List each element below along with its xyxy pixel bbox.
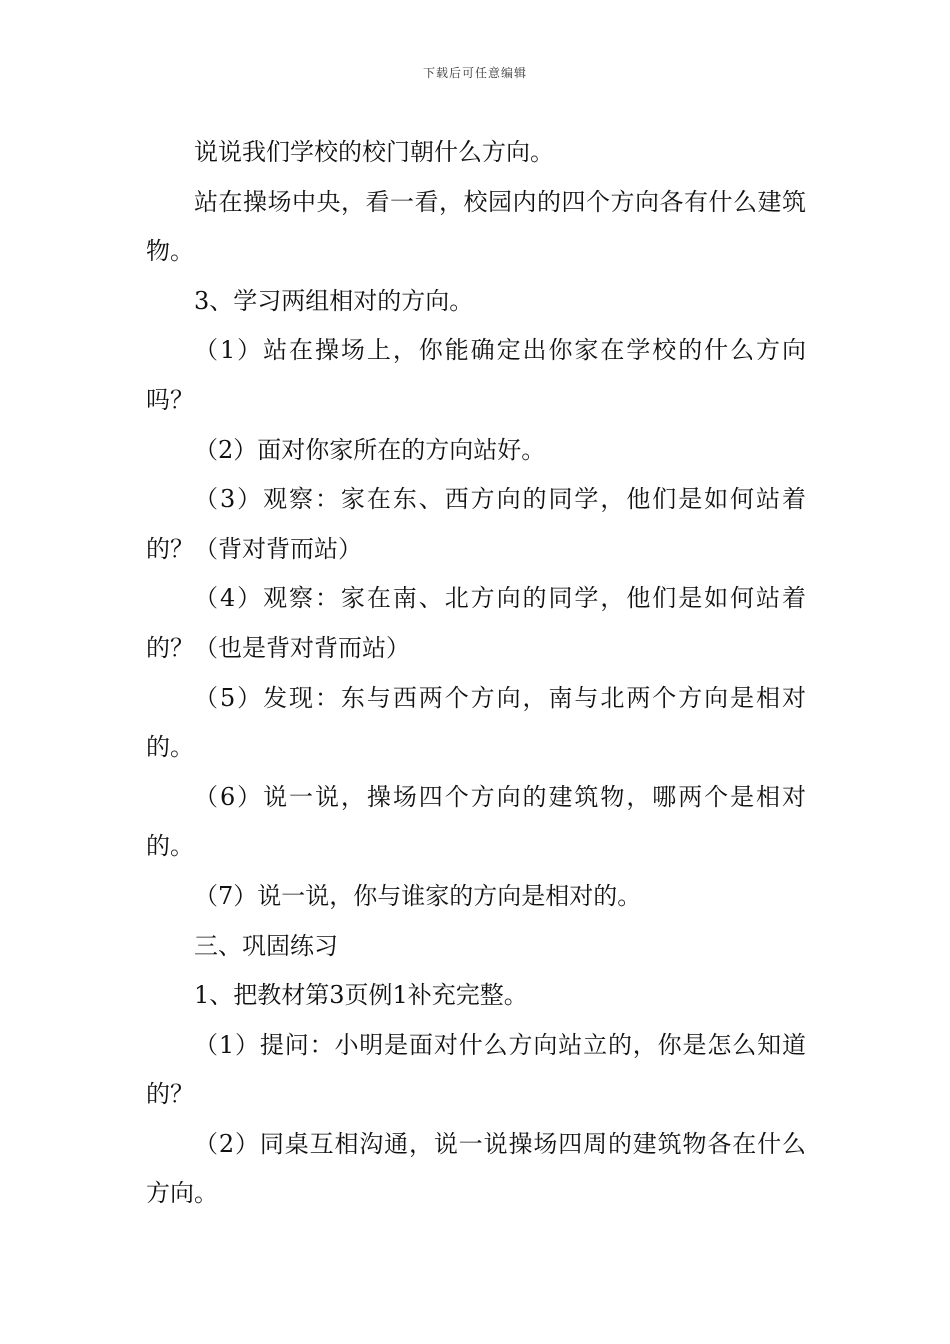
section-heading-practice: 三、巩固练习	[194, 931, 338, 960]
paragraph-step-7: （7）说一说，你与谁家的方向是相对的。	[194, 881, 642, 910]
paragraph-step-6: （6）说一说，操场四个方向的建筑物，哪两个是相对的。	[146, 782, 806, 861]
paragraph-practice-q1: （1）提问：小明是面对什么方向站立的，你是怎么知道的？	[146, 1030, 806, 1109]
document-body	[146, 128, 806, 1219]
paragraph-playground-center: 站在操场中央，看一看，校园内的四个方向各有什么建筑物。	[146, 187, 806, 266]
paragraph-section-3: 3、学习两组相对的方向。	[194, 286, 474, 315]
paragraph-step-4: （4）观察：家在南、北方向的同学，他们是如何站着的？（也是背对背而站）	[146, 584, 806, 662]
paragraph-school-gate: 说说我们学校的校门朝什么方向。	[194, 138, 554, 166]
paragraph-step-1: （1）站在操场上，你能确定出你家在学校的什么方向吗？	[146, 336, 806, 414]
paragraph-practice-q2: （2）同桌互相沟通，说一说操场四周的建筑物各在什么方向。	[146, 1129, 806, 1208]
paragraph-practice-1: 1、把教材第3页例1补充完整。	[194, 981, 528, 1010]
paragraph-step-5: （5）发现：东与西两个方向，南与北两个方向是相对的。	[146, 683, 806, 762]
page-header: 下载后可任意编辑	[422, 66, 527, 80]
paragraph-step-2: （2）面对你家所在的方向站好。	[194, 435, 546, 464]
paragraph-step-3: （3）观察：家在东、西方向的同学，他们是如何站着的？（背对背而站）	[146, 485, 806, 563]
